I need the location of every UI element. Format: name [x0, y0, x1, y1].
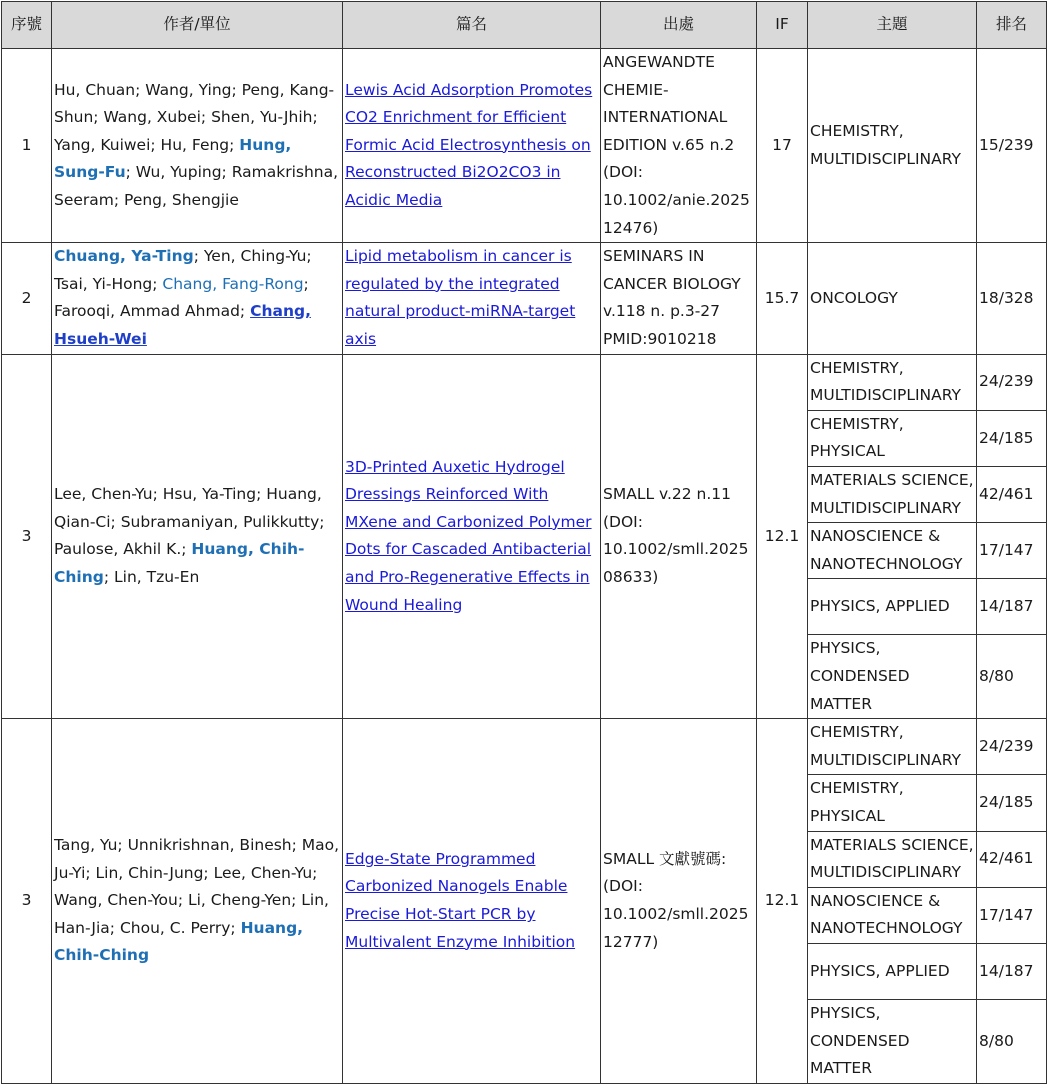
- author-text: ; Wu, Yuping; Ramakrishna, Seeram; Peng, Shengjie: [54, 163, 339, 209]
- table-row: [2, 719, 1047, 775]
- cell-if: 12.1: [757, 354, 808, 719]
- cell-subject: NANOSCIENCE & NANOTECHNOLOGY: [808, 523, 977, 579]
- cell-no: 3: [2, 719, 52, 1084]
- cell-authors: [52, 354, 343, 719]
- cell-rank: 24/239: [977, 719, 1047, 775]
- table-row: [2, 243, 1047, 354]
- cell-rank: 24/185: [977, 775, 1047, 831]
- highlighted-author: Chang, Hsueh-Wei: [54, 302, 311, 348]
- cell-authors: [52, 243, 343, 354]
- publication-table: [1, 1, 1047, 1084]
- header-no: 序號: [2, 2, 52, 49]
- header-source: 出處: [601, 2, 757, 49]
- author-text: ; Yen, Ching-Yu; Tsai, Yi-Hong;: [54, 247, 312, 293]
- highlighted-author: Huang, Chih-Ching: [54, 918, 304, 965]
- author-text: ; Farooqi, Ammad Ahmad;: [54, 274, 309, 321]
- author-text: Tang, Yu; Unnikrishnan, Binesh; Mao, Ju-Yi; Lin, Chin-Jung; Lee, Chen-Yu; Wang, Chen-You; Li, Cheng-Yen; Lin, Han-Jia; Chou, C. Perry;: [54, 836, 340, 937]
- table-body: [2, 49, 1047, 1084]
- table-row: [2, 354, 1047, 410]
- cell-rank: 17/147: [977, 887, 1047, 943]
- cell-if: 17: [757, 49, 808, 243]
- cell-rank: 24/239: [977, 354, 1047, 410]
- cell-subject: CHEMISTRY, MULTIDISCIPLINARY: [808, 49, 977, 243]
- article-title-link[interactable]: Lipid metabolism in cancer is regulated by the integrated natural product-miRNA-target axis: [345, 247, 576, 348]
- cell-subject: CHEMISTRY, MULTIDISCIPLINARY: [808, 719, 977, 775]
- header-row: [2, 2, 1047, 49]
- cell-rank: 14/187: [977, 579, 1047, 635]
- cell-rank: 8/80: [977, 1000, 1047, 1084]
- cell-subject: PHYSICS, CONDENSED MATTER: [808, 635, 977, 719]
- author-text: Hu, Chuan; Wang, Ying; Peng, Kang-Shun; Wang, Xubei; Shen, Yu-Jhih; Yang, Kuiwei; Hu, Feng;: [54, 80, 335, 154]
- cell-subject: CHEMISTRY, MULTIDISCIPLINARY: [808, 354, 977, 410]
- cell-subject: CHEMISTRY, PHYSICAL: [808, 410, 977, 466]
- table-row: [2, 49, 1047, 243]
- cell-source: SMALL 文獻號碼: (DOI: 10.1002/smll.202512777): [601, 719, 757, 1084]
- cell-authors: [52, 49, 343, 243]
- cell-subject: CHEMISTRY, PHYSICAL: [808, 775, 977, 831]
- header-if: IF: [757, 2, 808, 49]
- cell-source: ANGEWANDTE CHEMIE-INTERNATIONAL EDITION v.65 n.2 (DOI: 10.1002/anie.202512476): [601, 49, 757, 243]
- header-subject: 主題: [808, 2, 977, 49]
- cell-no: 3: [2, 354, 52, 719]
- header-rank: 排名: [977, 2, 1047, 49]
- cell-subject: PHYSICS, APPLIED: [808, 579, 977, 635]
- highlighted-author: Huang, Chih-Ching: [54, 540, 305, 586]
- cell-subject: PHYSICS, CONDENSED MATTER: [808, 1000, 977, 1084]
- author-text: Lee, Chen-Yu; Hsu, Ya-Ting; Huang, Qian-Ci; Subramaniyan, Pulikkutty; Paulose, Akhil K.;: [54, 485, 325, 559]
- cell-no: 2: [2, 243, 52, 354]
- cell-subject: ONCOLOGY: [808, 243, 977, 354]
- article-title-link[interactable]: Lewis Acid Adsorption Promotes CO2 Enrichment for Efficient Formic Acid Electrosynthesis on Reconstructed Bi2O2CO3 in Acidic Media: [345, 80, 593, 209]
- highlighted-author: Chuang, Ya-Ting: [54, 247, 194, 266]
- cell-no: 1: [2, 49, 52, 243]
- cell-if: 15.7: [757, 243, 808, 354]
- cell-title: [343, 243, 601, 354]
- cell-rank: 15/239: [977, 49, 1047, 243]
- article-title-link[interactable]: 3D-Printed Auxetic Hydrogel Dressings Reinforced With MXene and Carbonized Polymer Dots for Cascaded Antibacterial and Pro-Regenerative Effects in Wound Healing: [345, 457, 592, 614]
- cell-rank: 18/328: [977, 243, 1047, 354]
- cell-title: [343, 354, 601, 719]
- cell-rank: 14/187: [977, 943, 1047, 999]
- highlighted-author: Chang, Fang-Rong: [162, 274, 304, 293]
- cell-source: SEMINARS IN CANCER BIOLOGY v.118 n. p.3-27 PMID:9010218: [601, 243, 757, 354]
- article-title-link[interactable]: Edge-State Programmed Carbonized Nanogels Enable Precise Hot-Start PCR by Multivalent Enzyme Inhibition: [345, 849, 576, 951]
- header-authors: 作者/單位: [52, 2, 343, 49]
- cell-subject: NANOSCIENCE & NANOTECHNOLOGY: [808, 887, 977, 943]
- cell-rank: 42/461: [977, 831, 1047, 887]
- cell-if: 12.1: [757, 719, 808, 1084]
- cell-title: [343, 49, 601, 243]
- cell-source: SMALL v.22 n.11 (DOI: 10.1002/smll.202508633): [601, 354, 757, 719]
- cell-subject: MATERIALS SCIENCE, MULTIDISCIPLINARY: [808, 466, 977, 522]
- cell-rank: 42/461: [977, 466, 1047, 522]
- author-text: ; Lin, Tzu-En: [103, 567, 200, 586]
- header-title: 篇名: [343, 2, 601, 49]
- cell-rank: 17/147: [977, 523, 1047, 579]
- cell-subject: PHYSICS, APPLIED: [808, 943, 977, 999]
- cell-subject: MATERIALS SCIENCE, MULTIDISCIPLINARY: [808, 831, 977, 887]
- cell-rank: 24/185: [977, 410, 1047, 466]
- highlighted-author: Hung, Sung-Fu: [54, 135, 292, 182]
- cell-rank: 8/80: [977, 635, 1047, 719]
